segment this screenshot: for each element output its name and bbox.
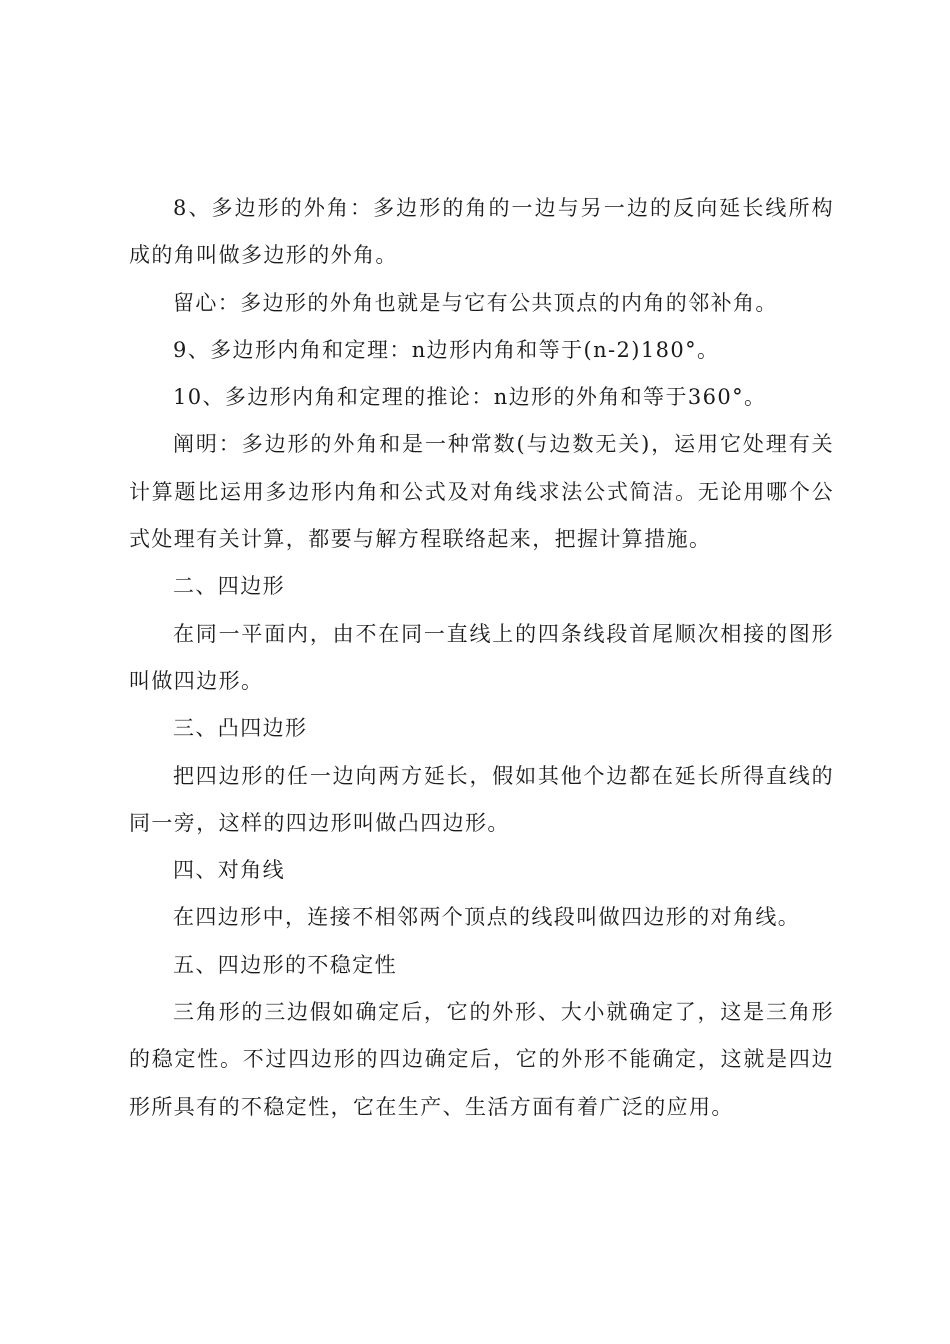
document-body (129, 185, 834, 1131)
paragraph-instability: 三角形的三边假如确定后，它的外形、大小就确定了，这是三角形的稳定性。不过四边形的四边确定后，它的外形不能确定，这就是四边形所具有的不稳定性，它在生产、生活方面有着广泛的应用。 (129, 1000, 834, 1119)
paragraph-interior-angle-theorem: 9、多边形内角和定理：n边形内角和等于(n-2)180°。 (173, 337, 720, 362)
paragraph-exterior-angle-note: 留心：多边形的外角也就是与它有公共顶点的内角的邻补角。 (173, 290, 778, 315)
paragraph-exterior-angle-corollary: 10、多边形内角和定理的推论：n边形的外角和等于360°。 (173, 385, 767, 410)
paragraph-quadrilateral-definition: 在同一平面内，由不在同一直线上的四条线段首尾顺次相接的图形叫做四边形。 (129, 621, 834, 693)
heading-instability: 五、四边形的不稳定性 (173, 952, 397, 977)
heading-convex-quadrilateral: 三、凸四边形 (173, 716, 308, 741)
paragraph-diagonal-definition: 在四边形中，连接不相邻两个顶点的线段叫做四边形的对角线。 (173, 905, 801, 930)
heading-quadrilateral: 二、四边形 (173, 574, 285, 599)
paragraph-exterior-angle-definition: 8、多边形的外角：多边形的角的一边与另一边的反向延长线所构成的角叫做多边形的外角。 (129, 196, 834, 268)
heading-diagonal: 四、对角线 (173, 858, 285, 883)
paragraph-explanation: 阐明：多边形的外角和是一种常数(与边数无关)，运用它处理有关计算题比运用多边形内角和公式及对角线求法公式简洁。无论用哪个公式处理有关计算，都要与解方程联络起来，把握计算措施。 (129, 432, 834, 552)
paragraph-convex-quadrilateral-definition: 把四边形的任一边向两方延长，假如其他个边都在延长所得直线的同一旁，这样的四边形叫做凸四边形。 (129, 763, 834, 835)
